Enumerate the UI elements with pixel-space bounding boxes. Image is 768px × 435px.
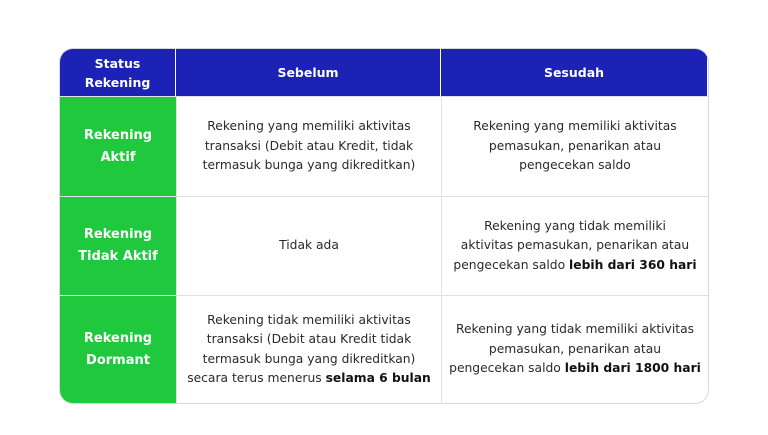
cell-line: transaksi (Debit atau Kredit tidak <box>206 332 412 346</box>
cell-line: pemasukan, penarikan atau <box>488 341 662 356</box>
status-cell-dormant <box>60 295 176 403</box>
header-after: Sesudah <box>441 49 708 96</box>
cell-line: termasuk bunga yang dikreditkan) <box>202 158 416 173</box>
header-status-line: Status <box>94 55 141 71</box>
cell-line: termasuk bunga yang dikreditkan) <box>202 351 416 366</box>
cell-line: Rekening yang tidak memiliki <box>484 218 666 233</box>
before-cell-dormant <box>176 295 441 403</box>
cell-line <box>187 369 431 389</box>
status-line: Rekening <box>83 227 153 242</box>
cell-line: Rekening yang memiliki aktivitas <box>473 119 677 134</box>
cell-bold-text: selama 6 bulan <box>325 371 431 385</box>
after-cell-aktif <box>441 96 708 196</box>
cell-line <box>453 256 696 276</box>
cell-line: Rekening yang memiliki aktivitas <box>207 119 411 134</box>
cell-line: aktivitas pemasukan, penarikan atau <box>460 238 690 253</box>
after-cell-dormant <box>441 295 708 403</box>
header-status <box>60 49 176 96</box>
header-status-line: Rekening <box>84 74 151 90</box>
before-cell-aktif <box>176 96 441 196</box>
status-cell-tidak-aktif <box>60 196 176 295</box>
cell-line: Tidak ada <box>279 238 339 253</box>
cell-line: pengecekan saldo <box>519 158 631 173</box>
cell-text: pengecekan saldo <box>449 361 565 376</box>
status-line: Dormant <box>86 352 150 368</box>
cell-line: Rekening yang tidak memiliki aktivitas <box>455 322 695 337</box>
cell-line: pemasukan, penarikan atau <box>488 138 662 153</box>
cell-text: secara terus menerus <box>187 371 326 385</box>
cell-line: transaksi (Debit atau Kredit, tidak <box>204 138 414 153</box>
status-line: Rekening <box>83 330 153 346</box>
status-line: Rekening <box>83 127 153 143</box>
after-cell-tidak-aktif <box>441 196 708 295</box>
status-line: Aktif <box>100 149 136 165</box>
cell-bold-text: lebih dari 360 hari <box>569 257 697 272</box>
status-cell-aktif <box>60 96 176 196</box>
status-line: Tidak Aktif <box>78 249 158 264</box>
before-cell-tidak-aktif <box>176 196 441 295</box>
cell-line: Rekening tidak memiliki aktivitas <box>207 312 411 327</box>
cell-bold-text: lebih dari 1800 hari <box>564 361 701 376</box>
header-before: Sebelum <box>176 49 441 96</box>
account-status-table <box>59 48 709 404</box>
cell-text: pengecekan saldo <box>453 257 570 272</box>
cell-line <box>449 359 701 379</box>
